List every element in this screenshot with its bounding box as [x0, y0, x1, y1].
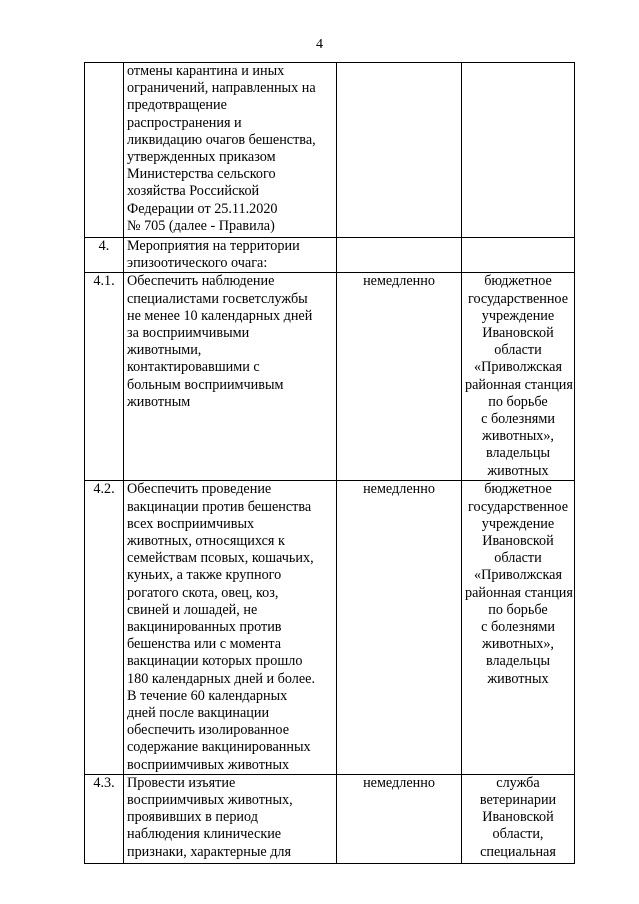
action-line: хозяйства Российской [127, 183, 260, 200]
responsible-line: Ивановской [482, 809, 554, 826]
action-line: утвержденных приказом [127, 149, 276, 166]
term-cell [337, 238, 462, 273]
responsible-line: ветеринарии [479, 792, 557, 809]
action-line: № 705 (далее - Правила) [127, 217, 275, 234]
action-line: животным [127, 393, 191, 410]
responsible-line: области [494, 342, 542, 359]
responsible-line: учреждение [481, 307, 555, 324]
term-cell: немедленно [337, 774, 462, 863]
action-line: животными, [127, 342, 202, 359]
action-cell [124, 238, 337, 273]
responsible-line: государственное [468, 498, 568, 515]
responsible-cell [462, 774, 575, 863]
responsible-line: области, [492, 826, 544, 843]
action-cell [124, 63, 337, 238]
action-line: свиней и лошадей, не [127, 601, 258, 618]
action-line: 180 календарных дней и более. [127, 670, 316, 687]
responsible-cell [462, 238, 575, 273]
responsible-line: «Приволжская [474, 567, 562, 584]
action-line: специалистами госветслужбы [127, 290, 308, 307]
action-line: не менее 10 календарных дней [127, 307, 313, 324]
responsible-line: «Приволжская [474, 359, 562, 376]
action-line: животных, относящихся к [127, 533, 285, 550]
responsible-cell [462, 63, 575, 238]
action-line: рогатого скота, овец, коз, [127, 584, 279, 601]
table-row-4-3 [85, 774, 575, 863]
row-number-cell: 4.1. [85, 273, 124, 481]
responsible-cell [462, 481, 575, 774]
action-line: Мероприятия на территории [127, 238, 300, 254]
responsible-line: области [494, 550, 542, 567]
action-line: восприимчивых животных [127, 756, 290, 773]
action-line: Федерации от 25.11.2020 [127, 200, 278, 217]
term-cell: немедленно [337, 273, 462, 481]
action-line: всех восприимчивых [127, 515, 255, 532]
table-row-continuation [85, 63, 575, 238]
action-line: больным восприимчивым [127, 376, 284, 393]
responsible-line: животных [487, 670, 549, 687]
action-line: обеспечить изолированное [127, 722, 289, 739]
action-line: Обеспечить проведение [127, 481, 272, 498]
action-line: предотвращение [127, 97, 227, 114]
action-line: наблюдения клинические [127, 826, 282, 843]
row-number-cell [85, 63, 124, 238]
responsible-line: бюджетное [484, 273, 552, 290]
responsible-line: служба [496, 774, 540, 791]
action-line: восприимчивых животных, [127, 792, 293, 809]
action-line: проявивших в период [127, 809, 258, 826]
action-line: куньих, а также крупного [127, 567, 282, 584]
measures-table [84, 62, 575, 864]
responsible-line: с болезнями [481, 411, 555, 428]
action-line: бешенства или с момента [127, 636, 281, 653]
responsible-line: по борьбе [488, 393, 548, 410]
action-line: контактировавшими с [127, 359, 260, 376]
responsible-line: районная станция [465, 376, 573, 393]
action-line: отмены карантина и иных [127, 63, 285, 79]
responsible-line: по борьбе [488, 601, 548, 618]
action-cell [124, 273, 337, 481]
responsible-line: районная станция [465, 584, 573, 601]
action-line: содержание вакцинированных [127, 739, 311, 756]
action-line: за восприимчивыми [127, 325, 250, 342]
responsible-line: учреждение [481, 515, 555, 532]
action-line: семействам псовых, кошачьих, [127, 550, 314, 567]
row-number-cell: 4.3. [85, 774, 124, 863]
responsible-line: специальная [480, 843, 556, 860]
action-line: вакцинированных против [127, 619, 282, 636]
action-cell [124, 481, 337, 774]
action-line: Провести изъятие [127, 774, 236, 791]
action-line: вакцинации против бешенства [127, 498, 312, 515]
action-line: Министерства сельского [127, 166, 276, 183]
table-row-4-2 [85, 481, 575, 774]
responsible-line: животных», [482, 636, 554, 653]
responsible-line: животных [487, 462, 549, 479]
term-cell: немедленно [337, 481, 462, 774]
responsible-line: владельцы [485, 653, 551, 670]
action-line: вакцинации которых прошло [127, 653, 303, 670]
row-number-cell: 4. [85, 238, 124, 273]
action-line: дней после вакцинации [127, 705, 270, 722]
action-line: ограничений, направленных на [127, 80, 316, 97]
responsible-line: государственное [468, 290, 568, 307]
action-line: признаки, характерные для [127, 843, 292, 860]
responsible-line: животных», [482, 428, 554, 445]
responsible-line: Ивановской [482, 533, 554, 550]
table-row-4-1 [85, 273, 575, 481]
action-line: В течение 60 календарных [127, 687, 288, 704]
action-line: эпизоотического очага: [127, 255, 268, 272]
page-number: 4 [316, 37, 323, 52]
action-line: распространения и [127, 114, 242, 131]
responsible-cell [462, 273, 575, 481]
action-line: Обеспечить наблюдение [127, 273, 275, 290]
responsible-line: с болезнями [481, 619, 555, 636]
action-cell [124, 774, 337, 863]
table-row-4 [85, 238, 575, 273]
action-line: ликвидацию очагов бешенства, [127, 131, 316, 148]
term-cell [337, 63, 462, 238]
responsible-line: владельцы [485, 445, 551, 462]
responsible-line: Ивановской [482, 325, 554, 342]
row-number-cell: 4.2. [85, 481, 124, 774]
responsible-line: бюджетное [484, 481, 552, 498]
